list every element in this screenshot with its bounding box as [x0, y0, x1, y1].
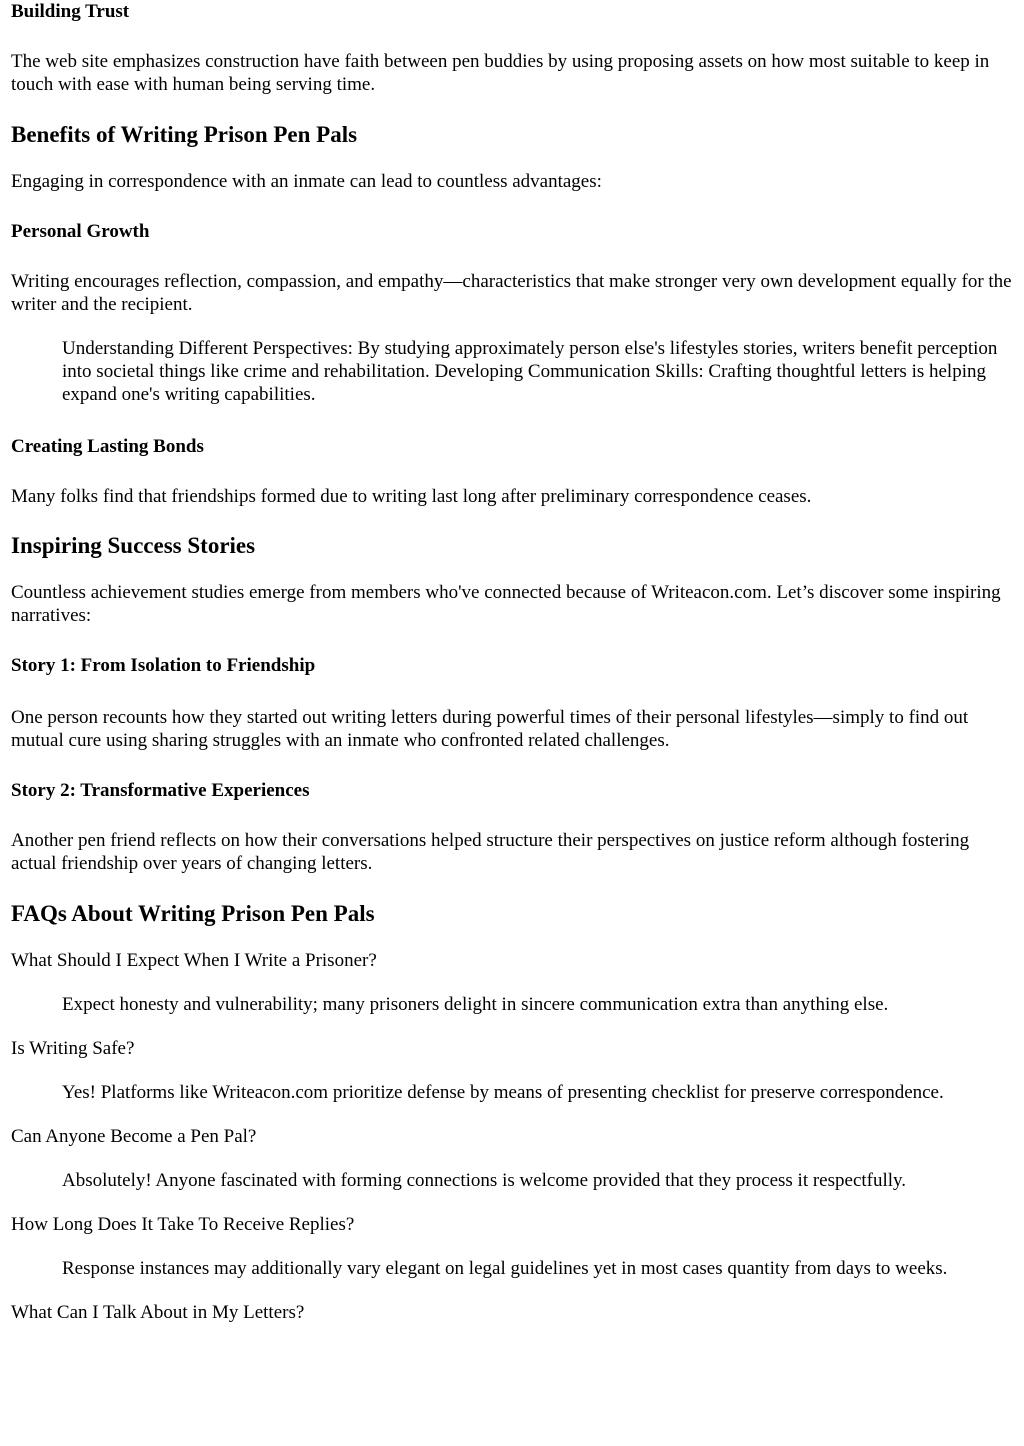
paragraph-success-intro: Countless achievement studies emerge from members who've connected because of Writeacon.com. Let’s discover some inspiring narratives:: [11, 582, 1001, 626]
heading-personal-growth: Personal Growth: [11, 221, 150, 242]
heading-story-2: Story 2: Transformative Experiences: [11, 780, 310, 801]
paragraph-benefits-intro: Engaging in correspondence with an inmate can lead to countless advantages:: [11, 171, 602, 192]
heading-building-trust: Building Trust: [11, 1, 130, 22]
faq-answer-3: Absolutely! Anyone fascinated with forming connections is welcome provided that they process it respectfully.: [62, 1170, 907, 1191]
faq-question-3: Can Anyone Become a Pen Pal?: [11, 1126, 257, 1147]
blockquote-perspectives: Understanding Different Perspectives: By studying approximately person else's lifestyles stories, writers benefit perception into societal things like crime and rehabilitation. Developing Communication Skills: Crafting thoughtful letters is helping expand one's writing capabilities.: [62, 338, 998, 405]
paragraph-lasting-bonds: Many folks find that friendships formed due to writing last long after preliminary correspondence ceases.: [11, 486, 812, 507]
faq-question-5: What Can I Talk About in My Letters?: [11, 1302, 305, 1323]
paragraph-personal-growth: Writing encourages reflection, compassion, and empathy—characteristics that make stronger very own development equally for the writer and the recipient.: [11, 271, 1012, 315]
faq-answer-2: Yes! Platforms like Writeacon.com prioritize defense by means of presenting checklist for preserve correspondence.: [62, 1082, 944, 1103]
heading-story-1: Story 1: From Isolation to Friendship: [11, 655, 316, 676]
faq-question-4: How Long Does It Take To Receive Replies?: [11, 1214, 355, 1235]
heading-lasting-bonds: Creating Lasting Bonds: [11, 436, 204, 457]
heading-benefits: Benefits of Writing Prison Pen Pals: [11, 122, 358, 147]
faq-question-2: Is Writing Safe?: [11, 1038, 135, 1059]
faq-answer-4: Response instances may additionally vary elegant on legal guidelines yet in most cases quantity from days to weeks.: [62, 1258, 948, 1279]
paragraph-story-1: One person recounts how they started out writing letters during powerful times of their personal lifestyles—simply to find out mutual cure using sharing struggles with an inmate who confronted related challenges.: [11, 707, 969, 751]
faq-answer-1: Expect honesty and vulnerability; many prisoners delight in sincere communication extra than anything else.: [62, 994, 889, 1015]
faq-question-1: What Should I Expect When I Write a Prisoner?: [11, 950, 377, 971]
paragraph-building-trust: The web site emphasizes construction have faith between pen buddies by using proposing assets on how most suitable to keep in touch with ease with human being serving time.: [11, 51, 990, 95]
heading-success-stories: Inspiring Success Stories: [11, 533, 256, 558]
heading-faqs: FAQs About Writing Prison Pen Pals: [11, 901, 375, 926]
paragraph-story-2: Another pen friend reflects on how their conversations helped structure their perspectives on justice reform although fostering actual friendship over years of changing letters.: [11, 830, 970, 874]
